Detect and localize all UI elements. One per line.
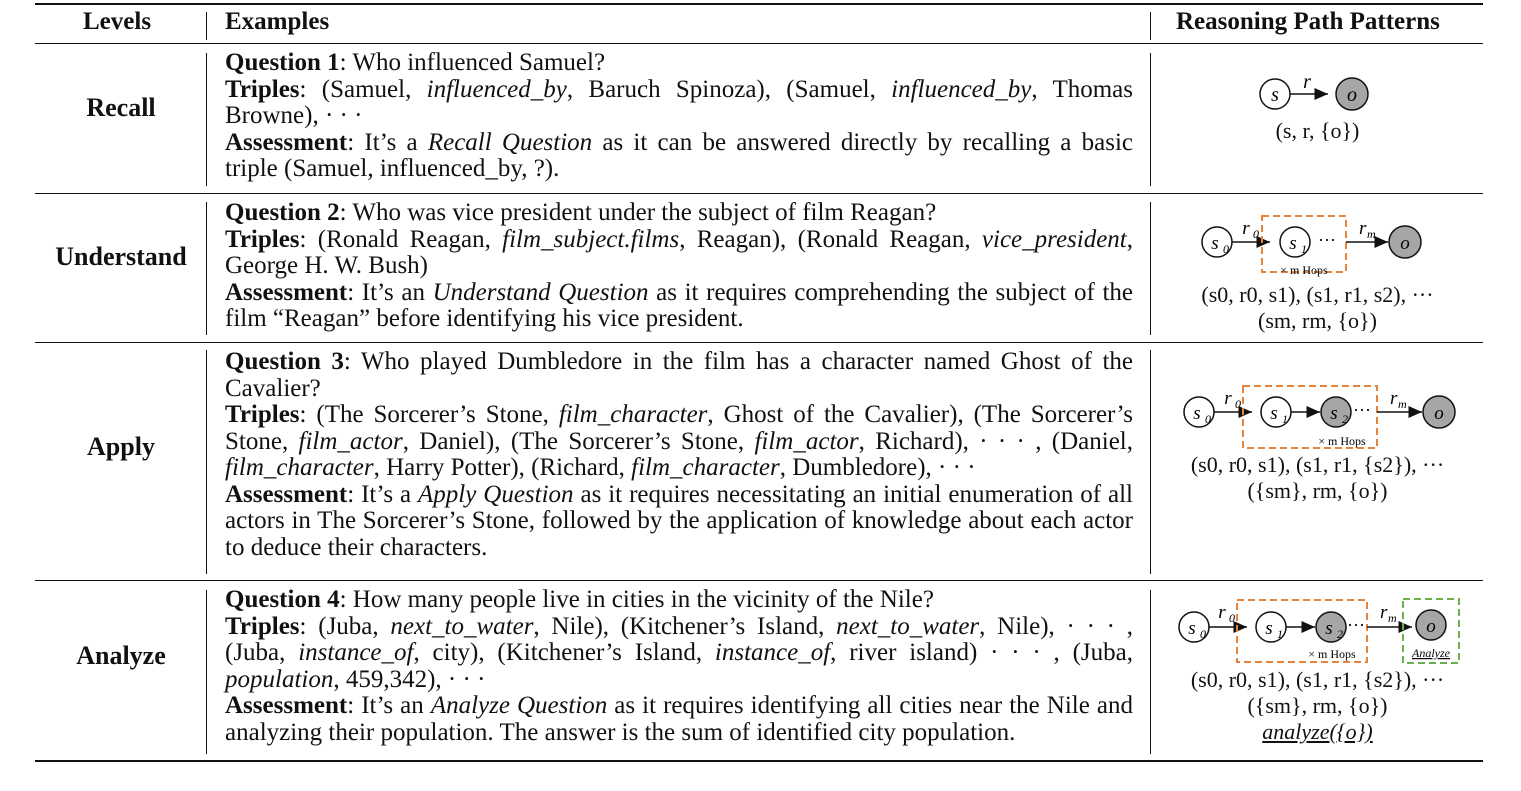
svg-text:s: s — [1330, 403, 1338, 424]
pattern-understand — [1152, 210, 1483, 334]
svg-text:× m Hops: × m Hops — [1308, 647, 1356, 661]
header-patterns: Reasoning Path Patterns — [1176, 8, 1440, 35]
svg-text:0: 0 — [1200, 627, 1206, 641]
svg-text:0: 0 — [1229, 611, 1235, 625]
svg-text:2: 2 — [1337, 627, 1343, 641]
formula-analyze-2: ({sm}, rm, {o}) — [1247, 693, 1388, 718]
svg-text:× m Hops: × m Hops — [1280, 263, 1328, 277]
svg-text:r: r — [1224, 388, 1232, 409]
svg-text:···: ··· — [1318, 230, 1336, 250]
svg-text:2: 2 — [1342, 412, 1348, 426]
svg-text:s: s — [1188, 618, 1196, 639]
top-rule — [35, 3, 1483, 5]
formula-apply-2: ({sm}, rm, {o}) — [1247, 478, 1388, 503]
svg-text:o: o — [1434, 403, 1444, 424]
svg-text:···: ··· — [1347, 615, 1365, 635]
svg-text:s: s — [1270, 403, 1278, 424]
svg-text:m: m — [1388, 611, 1397, 625]
level-understand: Understand — [55, 242, 187, 271]
example-understand: Question 2: Who was vice president under the subject of film Reagan? Triples: (Ronald Reagan, film_subject.films, Reagan), (Ronald Reagan, vice_president, George H. W. Bush) Assessment: It’s an Understand Question as it requires comprehending the subject of the film “Reagan” before identifying his vice president. — [225, 199, 1134, 332]
formula-recall: (s, r, {o}) — [1275, 118, 1360, 143]
svg-text:m: m — [1398, 397, 1407, 411]
svg-text:r: r — [1359, 218, 1367, 239]
svg-text:0: 0 — [1223, 242, 1229, 256]
svg-text:···: ··· — [1353, 400, 1371, 420]
svg-text:o: o — [1426, 616, 1436, 637]
svg-text:s: s — [1265, 618, 1273, 639]
level-analyze: Analyze — [76, 641, 166, 670]
header-rule — [35, 43, 1483, 44]
svg-text:Analyze: Analyze — [1412, 646, 1450, 660]
svg-text:r: r — [1218, 602, 1226, 623]
svg-text:r: r — [1380, 602, 1388, 623]
svg-text:0: 0 — [1205, 412, 1211, 426]
svg-text:o: o — [1400, 233, 1410, 254]
svg-text:o: o — [1347, 84, 1357, 106]
svg-text:r: r — [1390, 388, 1398, 409]
svg-text:0: 0 — [1253, 227, 1259, 241]
svg-text:r: r — [1303, 72, 1311, 93]
formula-understand-1: (s0, r0, s1), (s1, r1, s2), ··· — [1201, 282, 1434, 307]
header-levels: Levels — [83, 8, 152, 35]
svg-text:s: s — [1325, 618, 1333, 639]
svg-text:1: 1 — [1277, 627, 1283, 641]
example-recall: Question 1: Who influenced Samuel? Triples: (Samuel, influenced_by, Baruch Spinoza), (Samuel, influenced_by, Thomas Browne), · · · Assessment: It’s a Recall Question as it can be answered directly by recalling a basic triple (Samuel, influenced_by, ?). — [225, 49, 1134, 182]
pattern-recall — [1152, 72, 1483, 144]
svg-text:m: m — [1367, 227, 1376, 241]
bottom-rule — [35, 760, 1483, 762]
formula-analyze-1: (s0, r0, s1), (s1, r1, {s2}), ··· — [1190, 667, 1445, 692]
header-examples: Examples — [225, 8, 330, 35]
svg-text:s: s — [1271, 84, 1279, 106]
svg-text:1: 1 — [1282, 412, 1288, 426]
svg-text:s: s — [1193, 403, 1201, 424]
formula-analyze-3: analyze({o}) — [1262, 719, 1373, 744]
level-apply: Apply — [87, 432, 155, 461]
taxonomy-table — [35, 0, 1483, 765]
formula-apply-1: (s0, r0, s1), (s1, r1, {s2}), ··· — [1190, 452, 1445, 477]
example-analyze: Question 4: How many people live in cities in the vicinity of the Nile? Triples: (Juba, next_to_water, Nile), (Kitchener’s Island, next_to_water, Nile), · · · , (Juba, instance_of, city), (Kitchener’s Island, instance_of, river island) · · · , (Juba, population, 459,342), · · · Assessment: It’s an Analyze Question as it requires identifying all cities near the Nile and analyzing their population. The answer is the sum of identified city population. — [225, 586, 1133, 746]
svg-text:s: s — [1289, 233, 1297, 254]
pattern-analyze — [1152, 595, 1483, 745]
level-recall: Recall — [86, 93, 156, 122]
svg-text:s: s — [1211, 233, 1219, 254]
svg-text:r: r — [1242, 218, 1250, 239]
svg-text:× m Hops: × m Hops — [1318, 434, 1366, 448]
svg-text:1: 1 — [1301, 242, 1307, 256]
example-apply: Question 3: Who played Dumbledore in the film has a character named Ghost of the Cavalier? Triples: (The Sorcerer’s Stone, film_character, Ghost of the Cavalier), (The Sorcerer’s Stone, film_actor, Daniel), (The Sorcerer’s Stone, film_actor, Richard), · · · , (Daniel, film_character, Harry Potter), (Richard, film_character, Dumbledore), · · · Assessment: It’s a Apply Question as it requires necessitating an initial enumeration of all actors in The Sorcerer’s Stone, followed by the application of knowledge about each actor to deduce their characters. — [225, 348, 1134, 561]
formula-understand-2: (sm, rm, {o}) — [1258, 308, 1377, 333]
svg-text:0: 0 — [1235, 397, 1241, 411]
pattern-apply — [1152, 380, 1483, 504]
